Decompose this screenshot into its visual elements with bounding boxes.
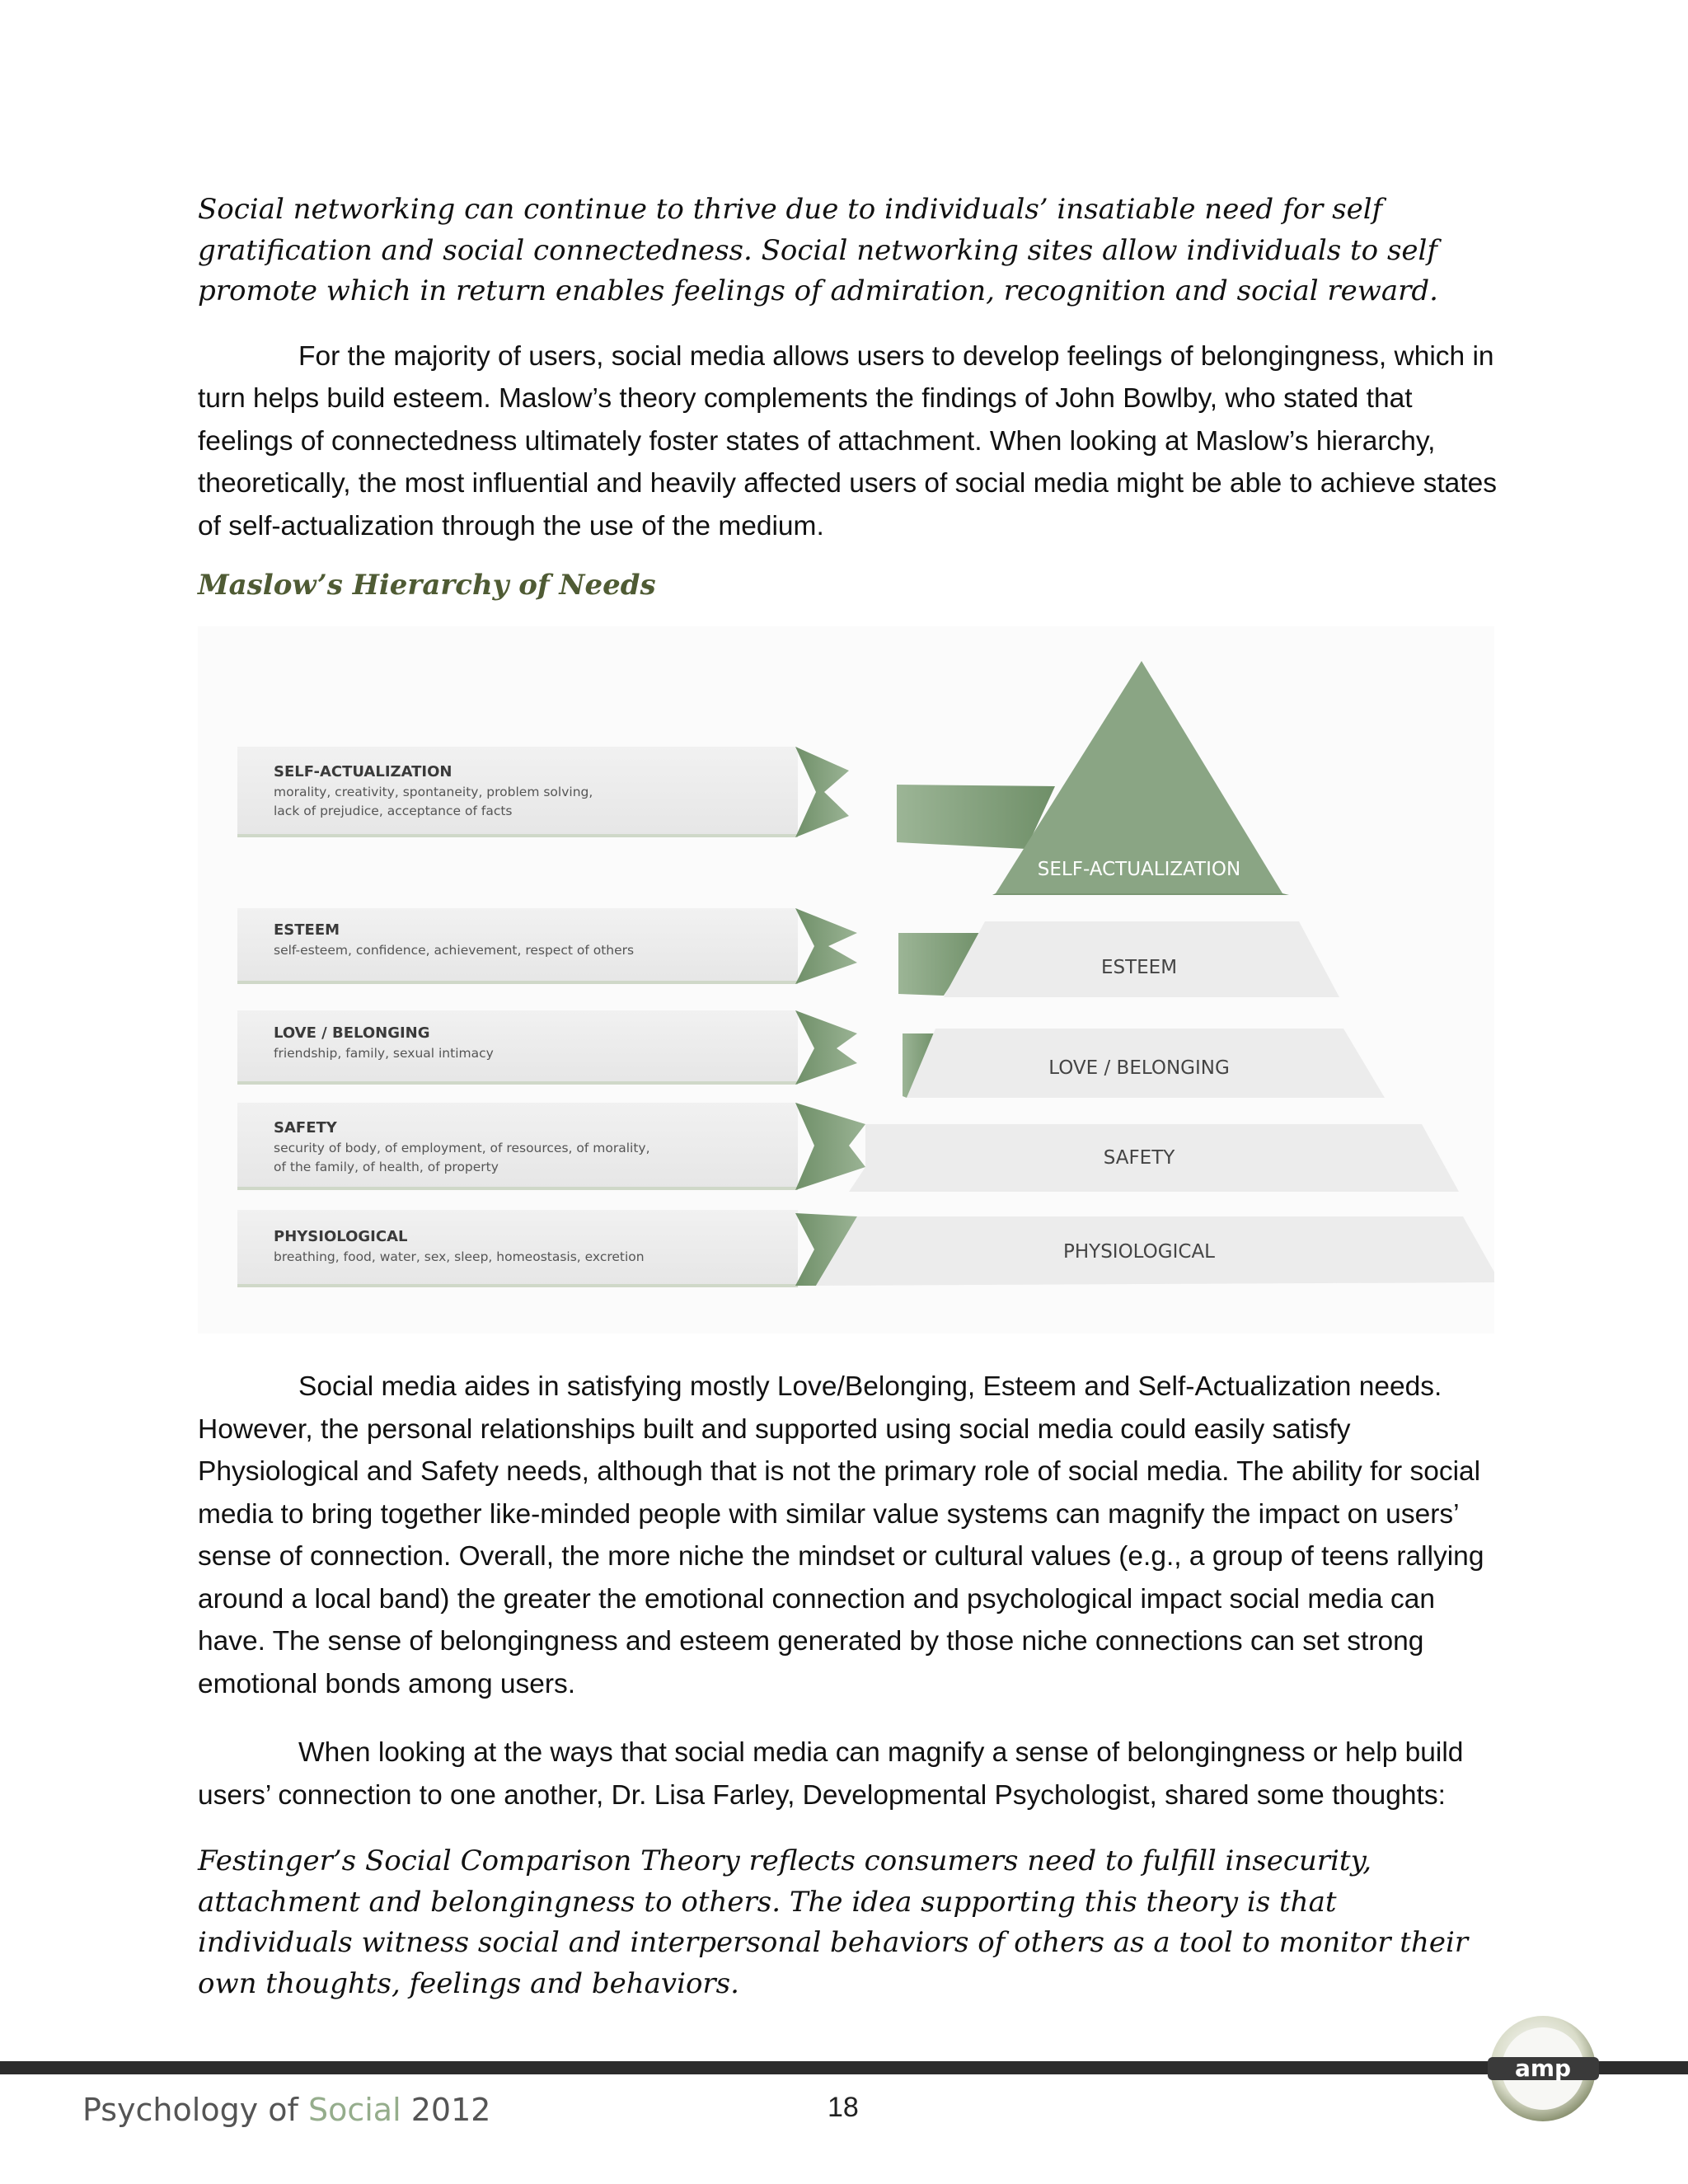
tier-label: LOVE / BELONGING — [1048, 1057, 1230, 1079]
level-title: ESTEEM — [274, 921, 340, 939]
tier-label: SELF-ACTUALIZATION — [1037, 859, 1241, 880]
level-esteem — [237, 908, 1339, 997]
tier-label: SAFETY — [1103, 1147, 1175, 1169]
chevron-arrow-icon — [795, 1010, 857, 1085]
maslow-pyramid-figure — [198, 626, 1494, 1333]
paragraph-3: When looking at the ways that social media can magnify a sense of belongingness or help build users’ connection to one another, Dr. Lisa Farley, Developmental Psychologist, shared some thoughts: — [198, 1737, 1464, 1811]
amp-logo — [1488, 2013, 1599, 2125]
paragraph-2: Social media aides in satisfying mostly Love/Belonging, Esteem and Self-Actualization needs. However, the personal relationships built and supported using social media could easily satisfy Physiological and Safety needs, although that is not the primary role of social media. The ability for social media to bring together like-minded people with similar value systems can magnify the impact on users’ sense of connection. Overall, the more niche the mindset or cultural values (e.g., a group of teens rallying around a local band) the greater the emotional connection and psychological impact social media can have. The sense of belongingness and esteem generated by those niche connections can set strong emotional bonds among users. — [198, 1371, 1484, 1699]
footer-title-part: Psychology of — [82, 2092, 308, 2128]
closing-quote: Festinger’s Social Comparison Theory reflects consumers need to fulfill insecurity, attachment and belongingness to others. The idea supporting this theory is that individuals witness social and interpersonal behaviors of others as a tool to monitor their own thoughts, feelings and behaviors. — [198, 1844, 1469, 2000]
label-band — [237, 1210, 798, 1287]
footer-title — [82, 2092, 490, 2128]
chevron-arrow-icon — [795, 908, 857, 984]
chevron-arrow-icon — [795, 747, 849, 837]
tier-label: ESTEEM — [1100, 957, 1178, 978]
footer-title-part: 2012 — [401, 2092, 491, 2128]
level-desc: friendship, family, sexual intimacy — [274, 1046, 494, 1061]
footer-bar — [0, 2061, 1688, 2074]
level-desc: of the family, of health, of property — [274, 1160, 499, 1174]
level-title: PHYSIOLOGICAL — [274, 1228, 408, 1245]
level-self-actualization — [237, 661, 1289, 895]
level-desc: breathing, food, water, sex, sleep, homeostasis, excretion — [274, 1249, 645, 1264]
chevron-arrow-icon — [795, 1103, 865, 1190]
figure-heading: Maslow’s Hierarchy of Needs — [198, 569, 656, 602]
logo-text: amp — [1514, 2055, 1572, 2082]
footer-title-accent: Social — [307, 2092, 401, 2128]
level-desc: security of body, of employment, of resources, of morality, — [274, 1141, 650, 1155]
page-number: 18 — [828, 2092, 859, 2123]
paragraph-1: For the majority of users, social media allows users to develop feelings of belongingness, which in turn helps build esteem. Maslow’s theory complements the findings of John Bowlby, who stated that feelings of connectedness ultimately foster states of attachment. When looking at Maslow’s hierarchy, theoretically, the most influential and heavily affected users of social media might be able to achieve states of self-actualization through the use of the medium. — [198, 340, 1498, 541]
tier-label: PHYSIOLOGICAL — [1062, 1241, 1216, 1263]
intro-quote: Social networking can continue to thrive due to individuals’ insatiable need for self gratification and social connectedness. Social networking sites allow individuals to self promote which in return enables feelings of admiration, recognition and social reward. — [198, 193, 1438, 307]
level-safety — [237, 1103, 1459, 1192]
level-desc: lack of prejudice, acceptance of facts — [274, 804, 513, 818]
level-desc: self-esteem, confidence, achievement, respect of others — [274, 943, 635, 958]
level-physiological — [237, 1210, 1494, 1287]
level-love-belonging — [237, 1010, 1385, 1098]
level-title: LOVE / BELONGING — [274, 1024, 430, 1042]
level-desc: morality, creativity, spontaneity, problem solving, — [274, 785, 593, 799]
page-content-lower — [198, 1366, 1500, 2004]
level-title: SELF-ACTUALIZATION — [274, 763, 452, 780]
page-content — [198, 190, 1500, 602]
level-title: SAFETY — [274, 1119, 337, 1137]
